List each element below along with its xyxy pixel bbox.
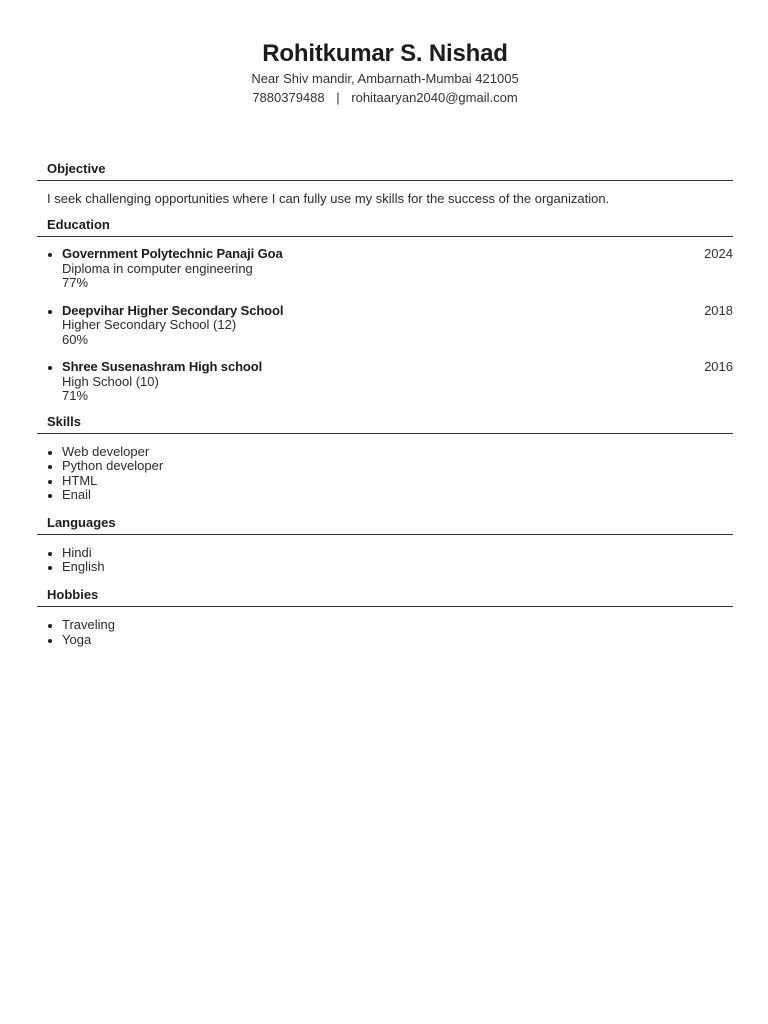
objective-heading: Objective bbox=[37, 161, 733, 181]
education-list bbox=[37, 237, 733, 404]
school-name: Shree Susenashram High school bbox=[62, 359, 263, 374]
education-item bbox=[37, 360, 733, 404]
languages-list bbox=[37, 535, 733, 575]
phone-number: 7880379488 bbox=[252, 90, 325, 105]
skill-item: Enail bbox=[37, 488, 733, 503]
objective-section bbox=[37, 161, 733, 217]
hobbies-section bbox=[37, 587, 733, 647]
resume-header bbox=[37, 0, 733, 106]
degree-name: Higher Secondary School (12) bbox=[62, 317, 237, 332]
education-section bbox=[37, 217, 733, 404]
languages-section bbox=[37, 515, 733, 587]
degree-score: 60% bbox=[62, 331, 89, 347]
school-name: Government Polytechnic Panaji Goa bbox=[62, 246, 283, 261]
skill-item: HTML bbox=[37, 474, 733, 489]
skill-item: Web developer bbox=[37, 445, 733, 460]
candidate-address: Near Shiv mandir, Ambarnath-Mumbai 421005 bbox=[251, 71, 519, 86]
language-item: English bbox=[37, 560, 733, 575]
contact-separator: | bbox=[336, 90, 340, 105]
education-year: 2024 bbox=[704, 246, 733, 261]
education-item bbox=[37, 304, 733, 348]
hobby-item: Traveling bbox=[37, 618, 733, 633]
education-year: 2018 bbox=[704, 302, 733, 318]
contact-line bbox=[37, 89, 733, 106]
language-item: Hindi bbox=[37, 546, 733, 561]
languages-heading: Languages bbox=[37, 515, 733, 535]
email-address: rohitaaryan2040@gmail.com bbox=[351, 90, 518, 105]
education-heading: Education bbox=[37, 217, 733, 237]
objective-text: I seek challenging opportunities where I can fully use my skills for the success of the organization. bbox=[47, 191, 610, 206]
education-item bbox=[37, 247, 733, 291]
degree-name: High School (10) bbox=[62, 373, 159, 389]
degree-score: 77% bbox=[62, 275, 89, 290]
skills-heading: Skills bbox=[37, 414, 733, 434]
degree-score: 71% bbox=[62, 388, 89, 403]
school-name: Deepvihar Higher Secondary School bbox=[62, 302, 284, 318]
education-year: 2016 bbox=[704, 359, 733, 374]
skills-section bbox=[37, 414, 733, 515]
hobby-item: Yoga bbox=[37, 633, 733, 648]
hobbies-list bbox=[37, 607, 733, 647]
hobbies-heading: Hobbies bbox=[37, 587, 733, 607]
degree-name: Diploma in computer engineering bbox=[62, 260, 253, 276]
skill-item: Python developer bbox=[37, 459, 733, 474]
skills-list bbox=[37, 434, 733, 503]
candidate-name: Rohitkumar S. Nishad bbox=[262, 40, 508, 67]
